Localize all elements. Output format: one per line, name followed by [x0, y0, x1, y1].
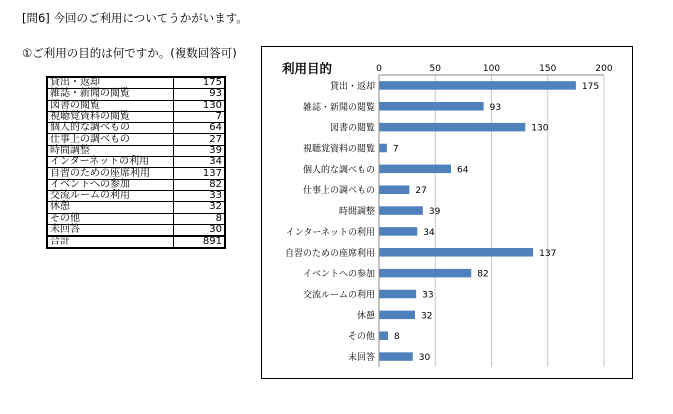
- data-label: 27: [415, 186, 427, 197]
- category-label: 時間調整: [338, 207, 375, 218]
- data-label: 137: [539, 248, 557, 259]
- data-label: 32: [421, 311, 433, 322]
- row-value: 27: [174, 134, 226, 145]
- category-label: インターネットの利用: [285, 227, 375, 238]
- total-row: [47, 236, 225, 248]
- tick-label: 50: [429, 64, 441, 74]
- row-label: インターネットの利用: [47, 157, 174, 168]
- data-label: 8: [394, 332, 400, 343]
- category-label: 視聴覚資料の閲覧: [302, 144, 375, 155]
- table-row: [47, 157, 225, 168]
- row-value: 93: [174, 89, 226, 100]
- bar: [380, 290, 417, 299]
- tally-table: [46, 76, 226, 249]
- data-label: 33: [422, 290, 434, 301]
- category-label: 図書の閲覧: [329, 123, 375, 134]
- data-label: 34: [423, 227, 435, 238]
- row-value: 34: [174, 157, 226, 168]
- data-label: 7: [392, 144, 399, 155]
- category-label: 雑誌・新聞の閲覧: [302, 102, 375, 113]
- bar: [380, 248, 534, 256]
- table-row: [47, 134, 225, 145]
- row-label: 個人的な調べもの: [47, 123, 174, 134]
- table-row: [47, 168, 225, 179]
- row-label: 自習のための座席利用: [47, 168, 174, 179]
- category-label: 貸出・返却: [329, 81, 375, 92]
- bar: [380, 185, 410, 194]
- row-label: 未回答: [47, 224, 174, 236]
- table-row: [47, 202, 225, 213]
- category-label: イベントへの参加: [302, 269, 375, 280]
- row-label: 視聴覚資料の閲覧: [47, 111, 174, 122]
- table-row: [47, 89, 225, 100]
- data-label: 30: [418, 353, 431, 364]
- bar: [380, 81, 576, 90]
- table-row: [47, 100, 225, 111]
- total-label: 合計: [47, 236, 174, 248]
- table-row: [47, 145, 225, 156]
- question-title: [問6] 今回のご利用についてうかがいます。: [22, 11, 248, 25]
- data-label: 82: [477, 269, 489, 280]
- row-label: 雑誌・新聞の閲覧: [47, 89, 174, 100]
- row-value: 33: [174, 190, 226, 201]
- row-label: 図書の閲覧: [47, 100, 174, 111]
- data-label: 130: [531, 123, 549, 134]
- bar: [380, 144, 387, 153]
- row-label: 貸出・返却: [47, 77, 174, 89]
- bar: [380, 123, 526, 131]
- row-value: 137: [174, 168, 226, 179]
- row-label: その他: [47, 213, 174, 224]
- row-value: 32: [174, 202, 226, 213]
- row-label: 休憩: [47, 202, 174, 213]
- row-value: 8: [174, 213, 226, 224]
- row-value: 39: [174, 145, 226, 156]
- category-label: 交流ルームの利用: [302, 290, 375, 301]
- row-label: 時間調整: [47, 145, 174, 156]
- row-value: 64: [174, 123, 226, 134]
- bar: [380, 352, 413, 361]
- bar-chart: [262, 47, 634, 380]
- tick-label: 200: [595, 64, 613, 74]
- table-row: [47, 123, 225, 134]
- total-value: 891: [174, 236, 226, 248]
- data-label: 93: [489, 102, 502, 113]
- row-value: 175: [174, 77, 226, 89]
- row-value: 30: [174, 224, 226, 236]
- category-label: その他: [347, 332, 375, 343]
- data-label: 39: [428, 207, 441, 218]
- data-label: 64: [457, 165, 469, 176]
- tick-label: 150: [539, 64, 557, 74]
- bar: [380, 102, 484, 111]
- category-label: 個人的な調べもの: [302, 165, 375, 176]
- chart-title: 利用目的: [282, 61, 333, 76]
- tick-label: 100: [482, 64, 501, 74]
- data-label: 175: [581, 81, 600, 92]
- bar: [380, 311, 416, 320]
- table-row: [47, 190, 225, 201]
- question-subtitle: ①ご利用の目的は何ですか。(複数回答可): [22, 46, 237, 60]
- category-label: 未回答: [347, 353, 375, 364]
- bar: [380, 331, 389, 340]
- table-row: [47, 179, 225, 190]
- bar: [380, 206, 423, 215]
- row-value: 82: [174, 179, 226, 190]
- bar: [380, 227, 418, 236]
- row-label: 仕事上の調べもの: [47, 134, 174, 145]
- category-label: 自習のための座席利用: [284, 248, 375, 259]
- table-row: [47, 213, 225, 224]
- category-label: 仕事上の調べもの: [302, 186, 375, 197]
- bar: [380, 165, 452, 174]
- row-label: 交流ルームの利用: [47, 190, 174, 201]
- table-row: [47, 224, 225, 236]
- table-row: [47, 111, 225, 122]
- row-label: イベントへの参加: [47, 179, 174, 190]
- row-value: 7: [174, 111, 226, 122]
- category-label: 休憩: [356, 311, 375, 322]
- chart-panel: [261, 46, 633, 379]
- bar: [380, 269, 472, 278]
- tick-label: 0: [376, 64, 382, 74]
- row-value: 130: [174, 100, 226, 111]
